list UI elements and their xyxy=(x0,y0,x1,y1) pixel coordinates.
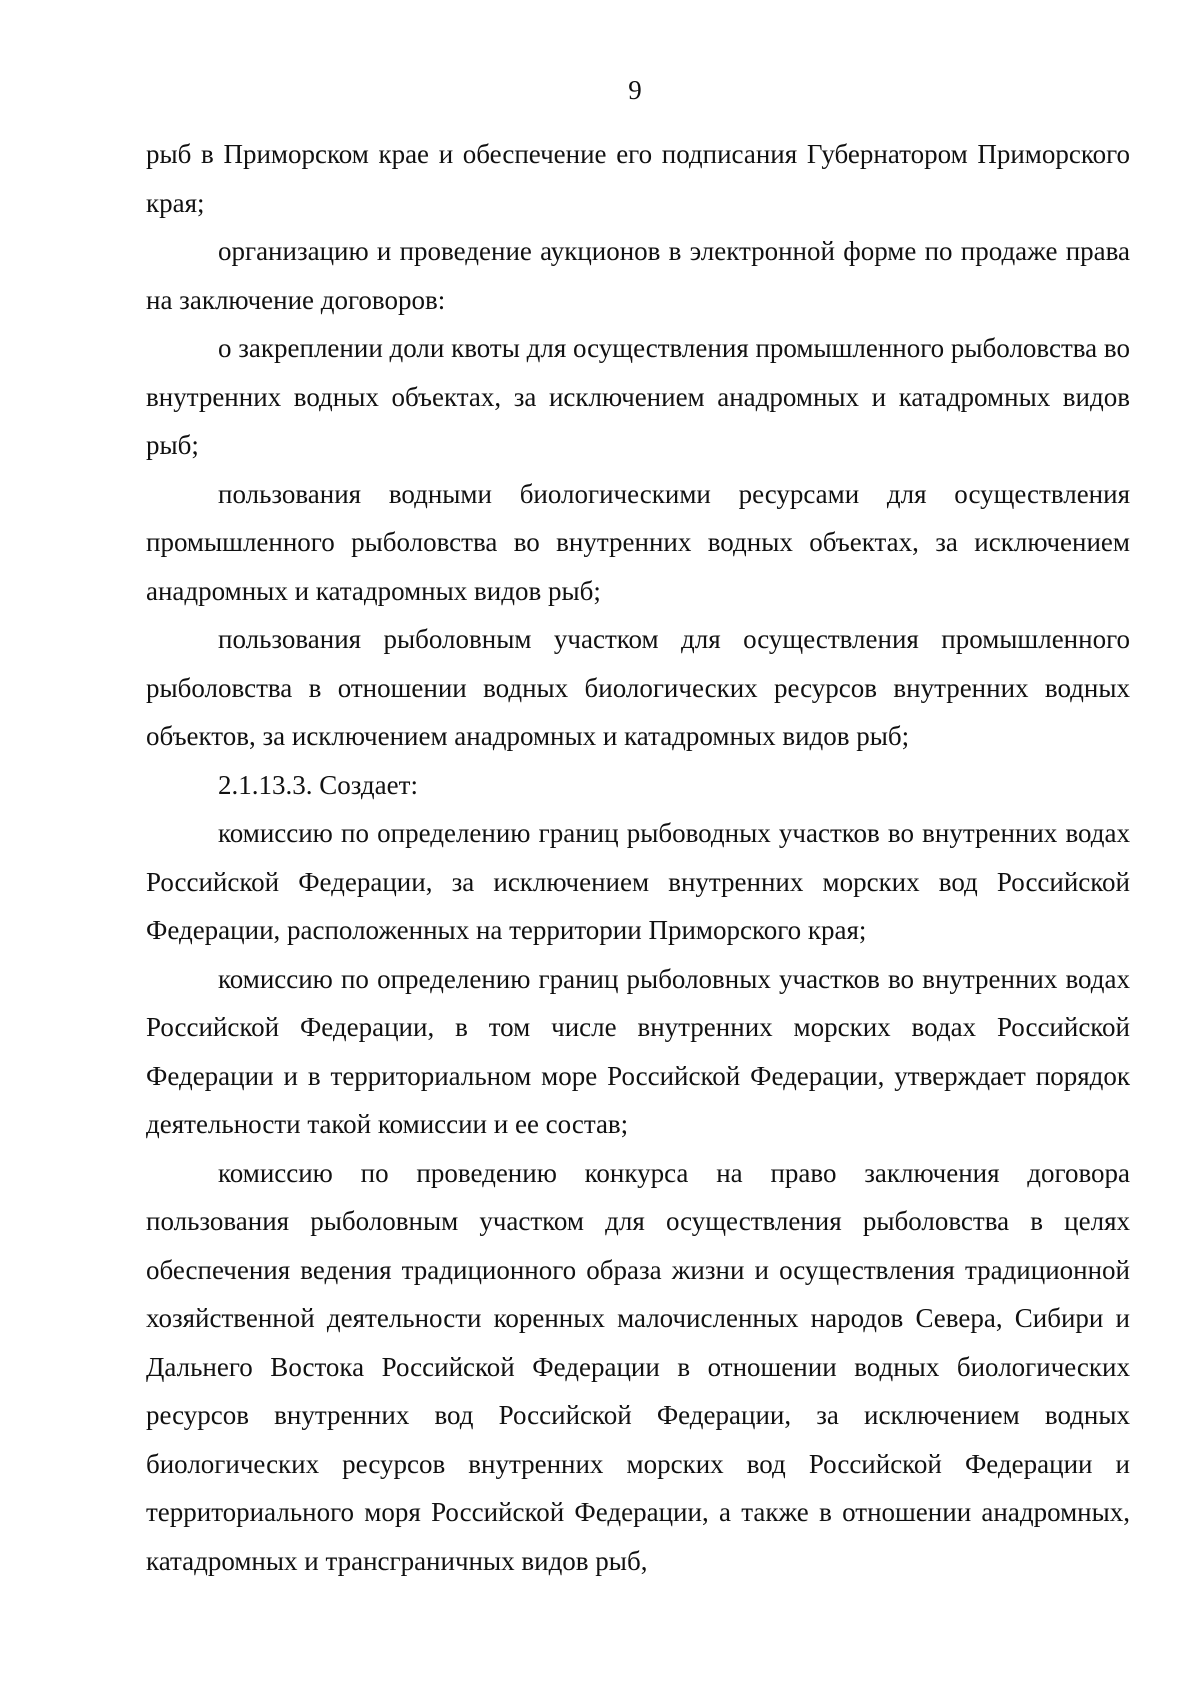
document-body xyxy=(146,130,1130,1585)
paragraph-commission-competition: комиссию по проведению конкурса на право заключения договора пользования рыболовным участком для осуществления рыболовства в целях обеспечения ведения традиционного образа жизни и осуществления традиционной хозяйственной деятельности коренных малочисленных народов Севера, Сибири и Дальнего Востока Российской Федерации в отношении водных биологических ресурсов внутренних вод Российской Федерации, за исключением водных биологических ресурсов внутренних морских вод Российской Федерации и территориального моря Российской Федерации, а также в отношении анадромных, катадромных и трансграничных видов рыб, xyxy=(146,1157,1130,1576)
paragraph-quota-share: о закреплении доли квоты для осуществления промышленного рыболовства во внутренних водных объектах, за исключением анадромных и катадромных видов рыб; xyxy=(146,333,1130,460)
paragraph-bioresources-use: пользования водными биологическими ресурсами для осуществления промышленного рыболовства во внутренних водных объектах, за исключением анадромных и катадромных видов рыб; xyxy=(146,478,1130,606)
paragraph-fishing-plot-use: пользования рыболовным участком для осуществления промышленного рыболовства в отношении водных биологических ресурсов внутренних водных объектов, за исключением анадромных и катадромных видов рыб; xyxy=(146,624,1130,751)
page-number: 9 xyxy=(628,75,642,105)
paragraph-continuation: рыб в Приморском крае и обеспечение его подписания Губернатором Приморского края; xyxy=(146,139,1130,218)
paragraph-commission-fish-farming-plots: комиссию по определению границ рыбоводных участков во внутренних водах Российской Федерации, за исключением внутренних морских вод Российской Федерации, расположенных на территории Приморского края; xyxy=(146,818,1130,945)
paragraph-commission-fishing-plots: комиссию по определению границ рыболовных участков во внутренних водах Российской Федерации, в том числе внутренних морских водах Российской Федерации и в территориальном море Российской Федерации, утверждает порядок деятельности такой комиссии и ее состав; xyxy=(146,963,1130,1139)
section-heading-2-1-13-3: 2.1.13.3. Создает: xyxy=(218,769,418,800)
paragraph-auction-organization: организацию и проведение аукционов в электронной форме по продаже права на заключение договоров: xyxy=(146,236,1130,315)
